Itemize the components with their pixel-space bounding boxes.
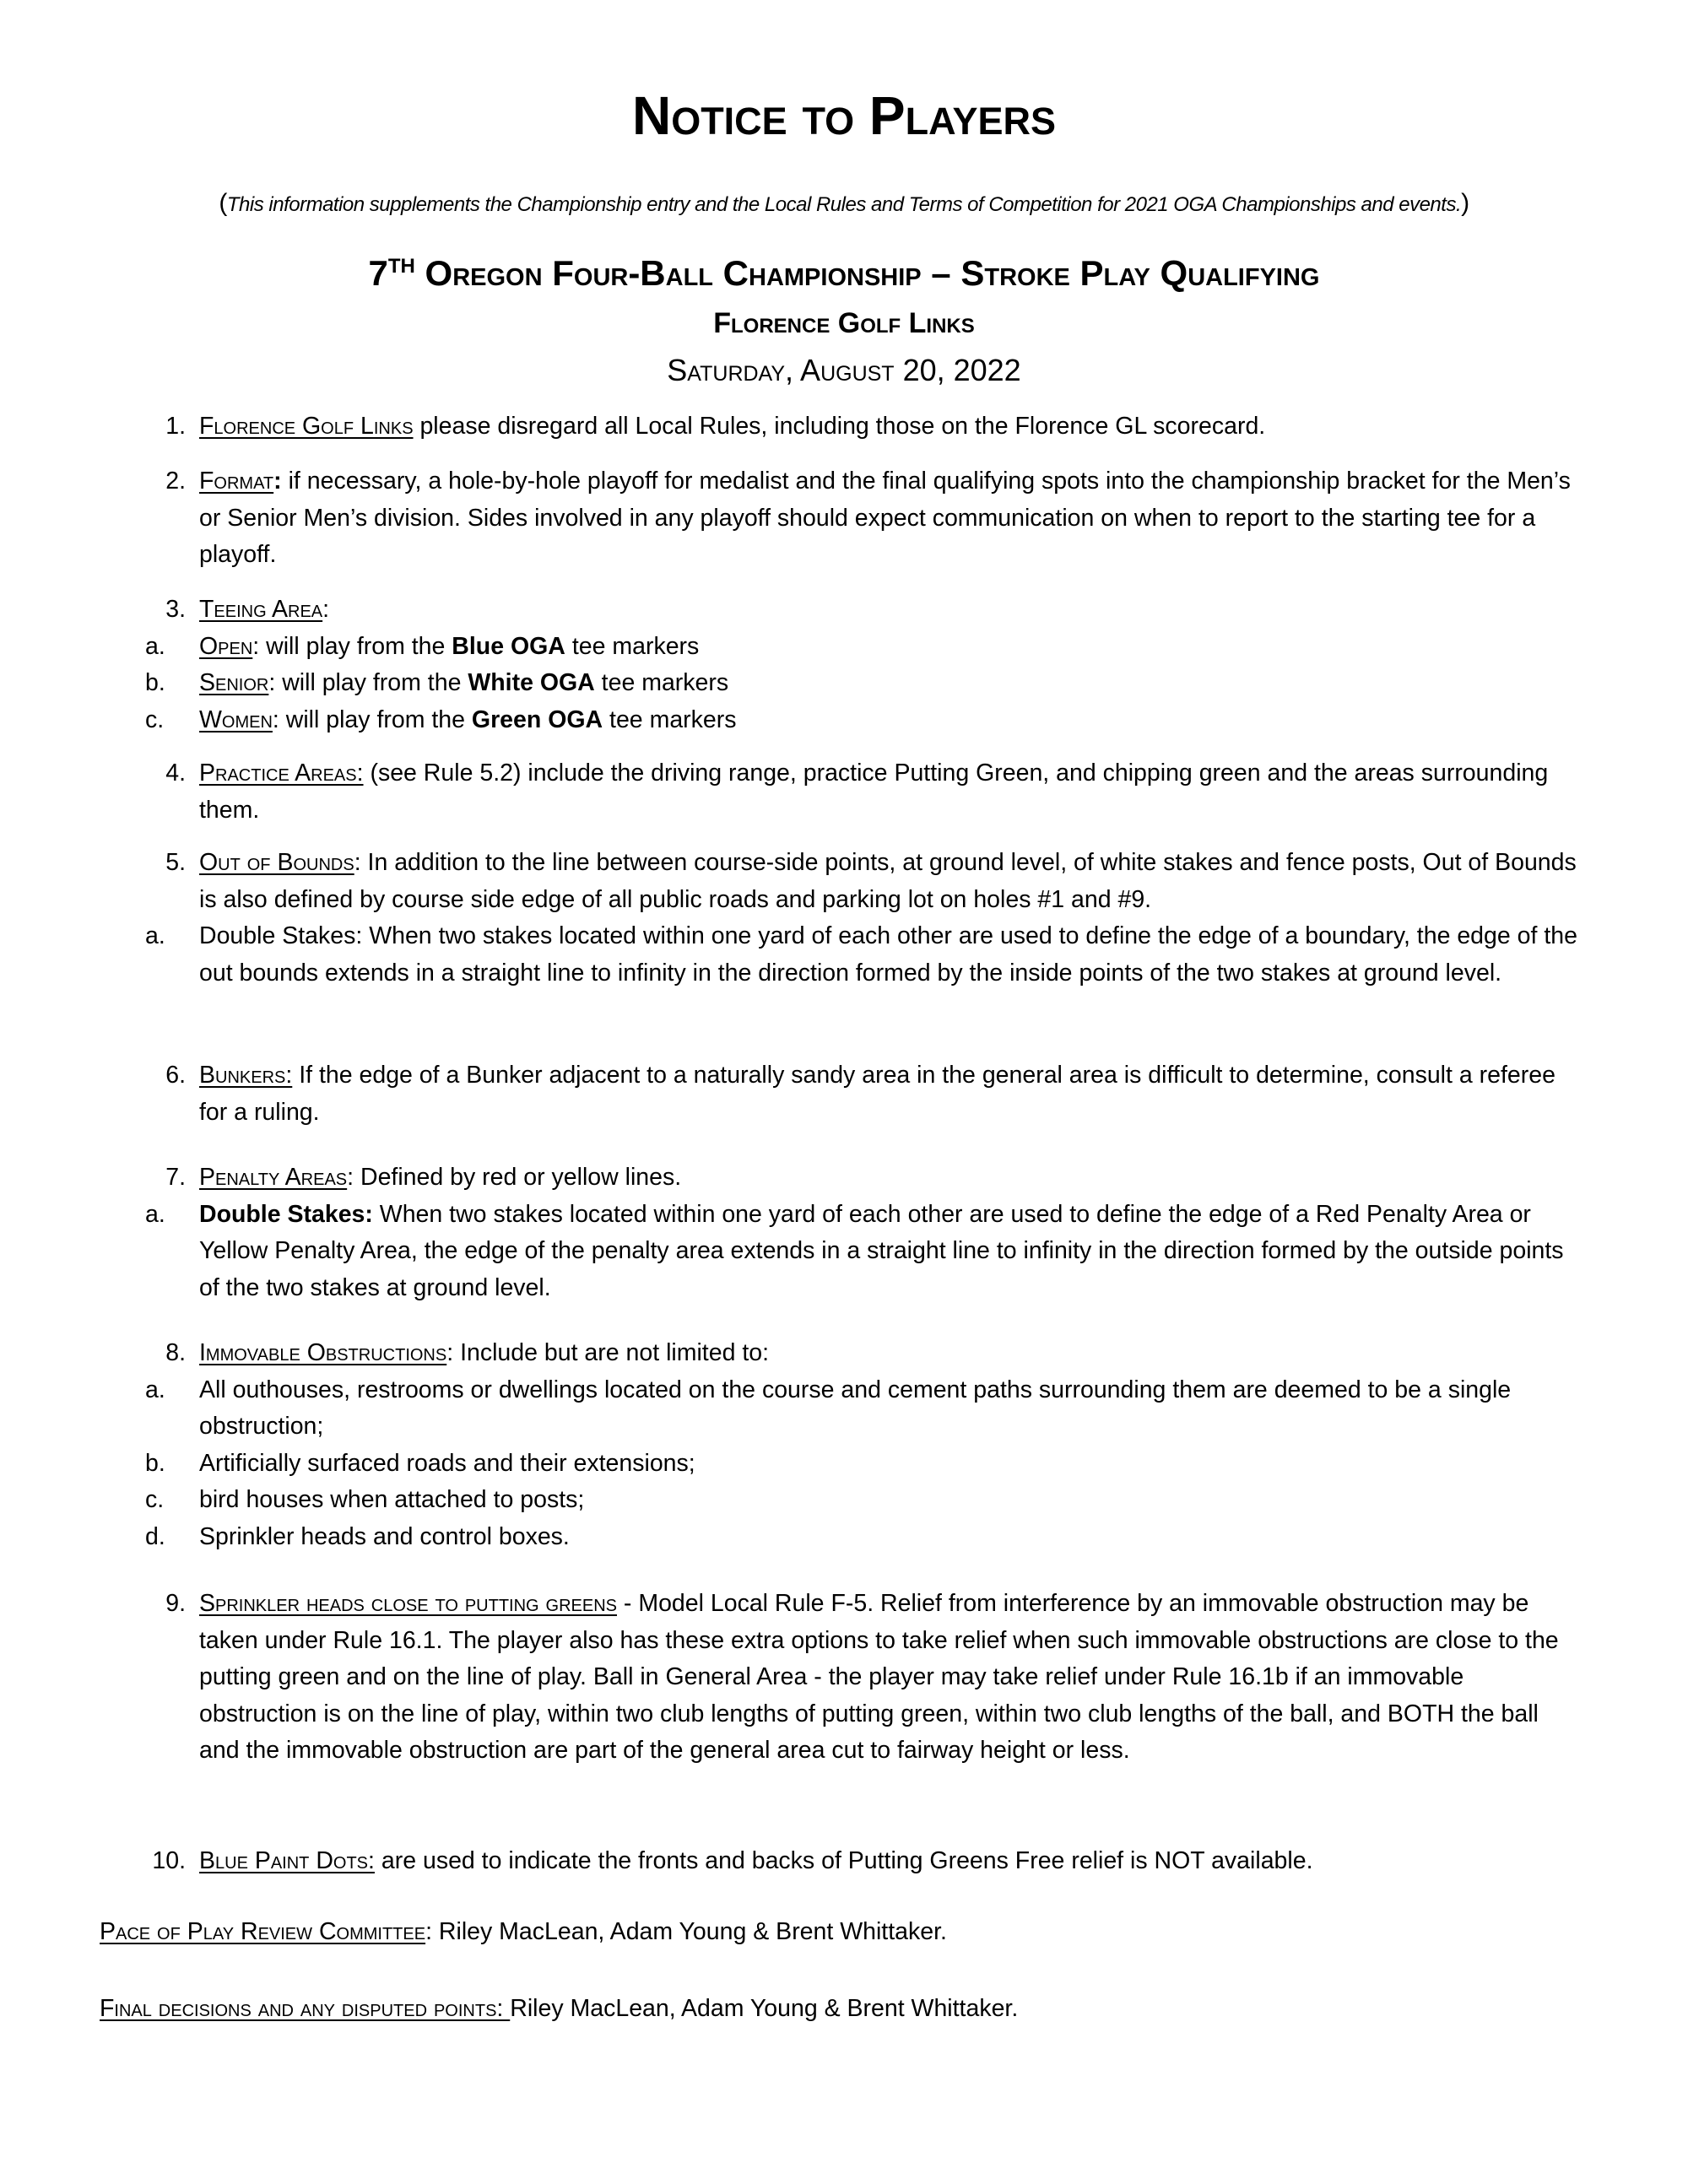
item-text: : In addition to the line between course-side points, at ground level, of white stakes and fence posts, Out of Bounds is also defined by course side edge of all public roads and parking lot on holes #1 and #9. <box>199 849 1577 913</box>
sub-letter: b. <box>145 1449 165 1477</box>
sub-text: bird houses when attached to posts; <box>199 1486 585 1513</box>
sub-letter: a. <box>145 632 165 660</box>
sub-item <box>100 918 1583 992</box>
item-text: If the edge of a Bunker adjacent to a naturally sandy area in the general area is difficult to determine, consult a referee for a ruling. <box>199 1062 1555 1126</box>
sub-bold: Double Stakes: <box>199 1200 373 1228</box>
ordinal-suffix: TH <box>387 255 415 278</box>
item-text: : Defined by red or yellow lines. <box>347 1164 682 1191</box>
item-label: Practice Areas: <box>199 760 364 787</box>
item-label: Blue Paint Dots: <box>199 1847 375 1874</box>
item-label: Penalty Areas <box>199 1164 348 1191</box>
final-decisions <box>100 1991 1018 2028</box>
item-text: : <box>322 596 330 623</box>
sub-item <box>100 1482 1583 1519</box>
venue: Florence Golf Links <box>713 307 975 339</box>
item-label: Bunkers: <box>199 1062 293 1089</box>
rule-item-10 <box>152 1843 1583 1880</box>
sub-text: tee markers <box>603 705 737 733</box>
sub-letter: a. <box>145 1376 165 1403</box>
sub-text: Double Stakes: When two stakes located within one yard of each other are used to define the edge of a boundary, the edge of the out bounds extends in a straight line to infinity in the direction formed by the inside points of the two stakes at ground level. <box>199 922 1577 987</box>
sub-letter: c. <box>145 705 165 733</box>
rule-item-8 <box>145 1335 1583 1555</box>
sub-text: : will play from the <box>252 632 452 660</box>
item-number: 6. <box>165 1062 186 1089</box>
item-number: 9. <box>165 1590 186 1617</box>
sub-text: Artificially surfaced roads and their extensions; <box>199 1449 695 1477</box>
sub-letter: a. <box>145 1200 165 1228</box>
item-label: Florence Golf Links <box>199 413 414 440</box>
sub-label: Senior <box>199 669 269 696</box>
sub-label: Women <box>199 705 273 733</box>
item-text: are used to indicate the fronts and backs of Putting Greens Free relief is NOT available. <box>374 1847 1313 1874</box>
sub-text: : will play from the <box>272 705 472 733</box>
footer-label: Pace of Play Review Committee <box>100 1918 426 1945</box>
sub-text: tee markers <box>594 669 729 696</box>
item-number: 3. <box>165 596 186 623</box>
sub-letter: c. <box>145 1486 165 1513</box>
supplement-text: This information supplements the Championship entry and the Local Rules and Terms of Competition for 2021 OGA Championships and events. <box>226 193 1462 216</box>
sub-item <box>100 665 1583 702</box>
page-title: Notice to Players <box>631 85 1057 146</box>
item-text: - Model Local Rule F-5. Relief from interference by an immovable obstruction may be taken under Rule 16.1. The player also has these extra options to take relief when such immovable obstructions are close to the putting green and on the line of play. Ball in General Area - the player may take relief under Rule 16.1b if an immovable obstruction is on the line of play, within two club lengths of putting green, within two club lengths of the ball, and BOTH the ball and the immovable obstruction are part of the general area cut to fairway height or less. <box>199 1590 1559 1764</box>
footer-label: Final decisions and any disputed points: <box>100 1995 511 2022</box>
item-label: Out of Bounds <box>199 849 354 876</box>
item-label: Teeing Area <box>199 596 323 623</box>
footer-text: Riley MacLean, Adam Young & Brent Whittaker. <box>510 1995 1019 2022</box>
tee-color: Blue OGA <box>452 632 565 660</box>
item-label: Sprinkler heads close to putting greens <box>199 1590 617 1617</box>
event-name: Oregon Four-Ball Championship – Stroke Play Qualifying <box>425 253 1320 293</box>
item-text: (see Rule 5.2) include the driving range, practice Putting Green, and chipping green and the areas surrounding them. <box>199 760 1549 824</box>
rule-item-3 <box>145 592 1583 738</box>
item-text: if necessary, a hole-by-hole playoff for medalist and the final qualifying spots into the championship bracket for the Men’s or Senior Men’s division. Sides involved in any playoff should expect communication on when to report to the starting tee for a playoff. <box>199 468 1571 568</box>
sub-letter: b. <box>145 669 165 696</box>
item-label: Format <box>199 468 274 495</box>
tee-color: White OGA <box>468 669 595 696</box>
item-number: 5. <box>165 849 186 876</box>
rule-item-1 <box>165 408 1583 446</box>
sub-item <box>100 629 1583 666</box>
item-text: : Include but are not limited to: <box>446 1339 770 1366</box>
item-number: 7. <box>165 1164 186 1191</box>
item-colon: : <box>273 468 282 495</box>
ordinal: 7 <box>368 253 388 293</box>
sub-text: tee markers <box>565 632 700 660</box>
sub-text: All outhouses, restrooms or dwellings located on the course and cement paths surrounding them are deemed to be a single obstruction; <box>199 1376 1512 1440</box>
rule-item-9 <box>165 1586 1583 1770</box>
event-heading <box>0 253 1688 294</box>
sub-text: : will play from the <box>268 669 468 696</box>
item-text: please disregard all Local Rules, including those on the Florence GL scorecard. <box>413 413 1266 440</box>
rule-item-7 <box>145 1160 1583 1306</box>
rule-item-6 <box>165 1057 1583 1131</box>
sub-item <box>100 702 1583 739</box>
rule-item-5 <box>145 845 1583 992</box>
sub-label: Open <box>199 632 253 660</box>
pace-of-play-committee <box>100 1914 947 1951</box>
item-number: 8. <box>165 1339 186 1366</box>
rule-item-2 <box>165 463 1583 574</box>
sub-text: Sprinkler heads and control boxes. <box>199 1522 570 1550</box>
rule-item-4 <box>165 755 1583 829</box>
sub-item <box>100 1519 1583 1556</box>
sub-letter: d. <box>145 1522 165 1550</box>
item-number: 4. <box>165 760 186 787</box>
sub-item <box>100 1446 1583 1483</box>
sub-item <box>100 1197 1583 1307</box>
supplement-note: (This information supplements the Championship entry and the Local Rules and Terms of Competition for 2021 OGA Championships and events.) <box>219 189 1469 217</box>
sub-letter: a. <box>145 922 165 949</box>
sub-item <box>100 1372 1583 1446</box>
tee-color: Green OGA <box>471 705 603 733</box>
footer-text: : Riley MacLean, Adam Young & Brent Whittaker. <box>425 1918 947 1945</box>
item-number: 10. <box>152 1847 186 1874</box>
item-number: 2. <box>165 468 186 495</box>
event-date: Saturday, August 20, 2022 <box>667 353 1021 387</box>
sub-text: When two stakes located within one yard of each other are used to define the edge of a Red Penalty Area or Yellow Penalty Area, the edge of the penalty area extends in a straight line to infinity in the direction formed by the outside points of the two stakes at ground level. <box>199 1200 1564 1301</box>
item-label: Immovable Obstructions <box>199 1339 447 1366</box>
item-number: 1. <box>165 413 186 440</box>
